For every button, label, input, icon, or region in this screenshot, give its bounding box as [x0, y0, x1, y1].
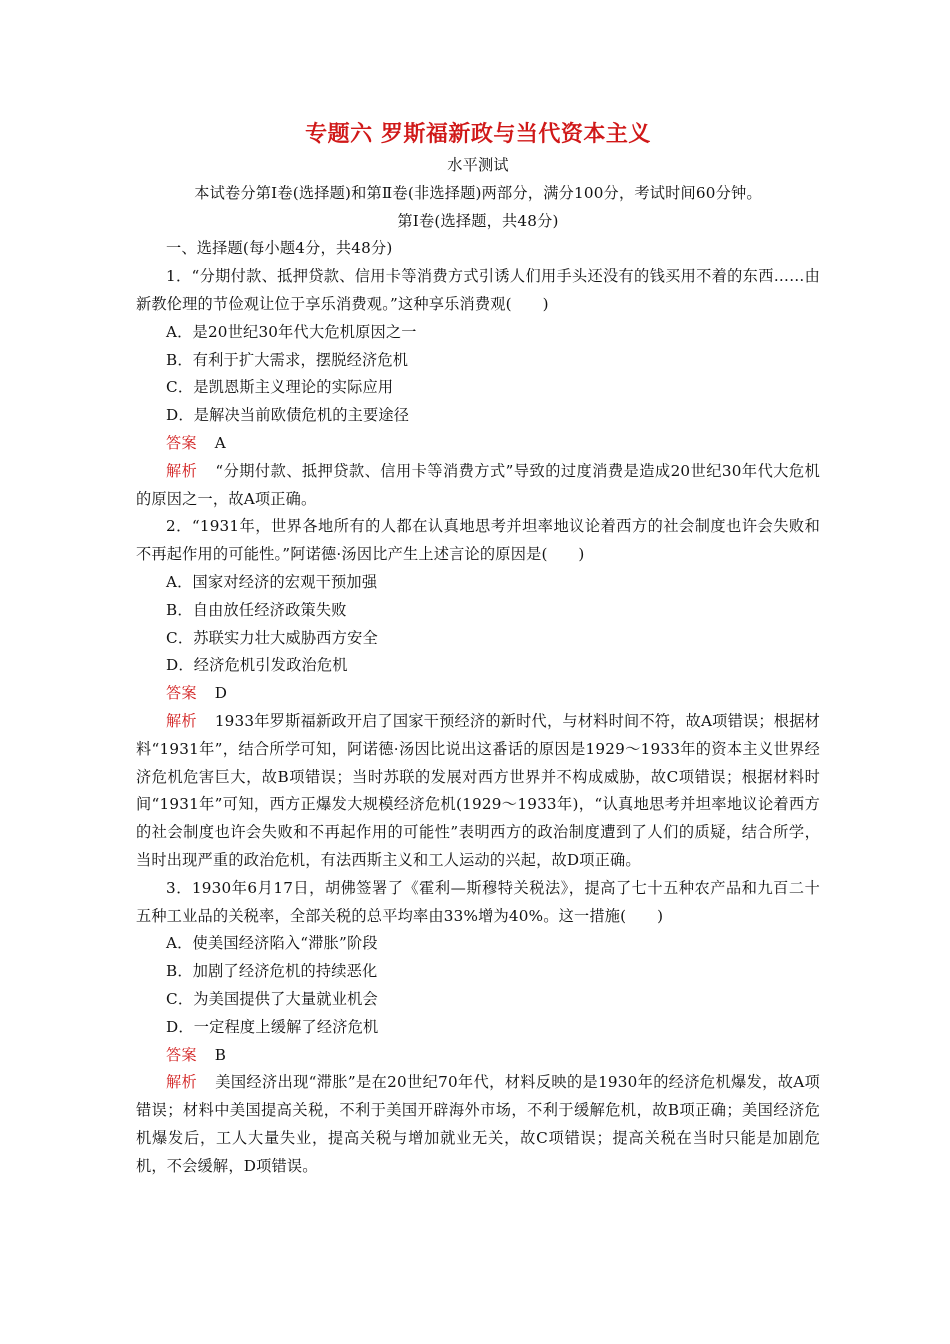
- question-2: [136, 513, 820, 874]
- analysis-text: 美国经济出现“滞胀”是在20世纪70年代，材料反映的是1930年的经济危机爆发，故A项错误；材料中美国提高关税，不利于美国开辟海外市场，不利于缓解危机，故B项正确；美国经济危机爆发后，工人大量失业，提高关税与增加就业无关，故C项错误；提高关税在当时只能是加剧危机，不会缓解，D项错误。: [136, 1073, 820, 1175]
- analysis-text: 1933年罗斯福新政开启了国家干预经济的新时代，与材料时间不符，故A项错误；根据材料“1931年”，结合所学可知，阿诺德·汤因比说出这番话的原因是1929～1933年的资本主义世界经济危机危害巨大，故B项错误；当时苏联的发展对西方世界并不构成威胁，故C项错误；根据材料时间“1931年”可知，西方正爆发大规模经济危机(1929～1933年)，“认真地思考并坦率地议论着西方的社会制度也许会失败和不再起作用的可能性”表明西方的政治制度遭到了人们的质疑，结合所学，当时出现严重的政治危机，有法西斯主义和工人运动的兴起，故D项正确。: [136, 711, 820, 869]
- question-stem: 1．“分期付款、抵押贷款、信用卡等消费方式引诱人们用手头还没有的钱买用不着的东西……由新教伦理的节俭观让位于享乐消费观。”这种享乐消费观( ): [136, 267, 820, 313]
- document-page: [136, 118, 820, 1180]
- answer-row: [136, 430, 820, 458]
- analysis-label: 解析: [166, 711, 197, 730]
- option-d: D．一定程度上缓解了经济危机: [166, 1017, 379, 1036]
- option-c: C．苏联实力壮大威胁西方安全: [166, 628, 378, 647]
- option-b: B．自由放任经济政策失败: [166, 600, 347, 619]
- option-b: B．加剧了经济危机的持续恶化: [166, 962, 378, 981]
- answer-value: D: [214, 684, 228, 703]
- question-stem: 2．“1931年，世界各地所有的人都在认真地思考并坦率地议论着西方的社会制度也许会失败和不再起作用的可能性。”阿诺德·汤因比产生上述言论的原因是( ): [136, 517, 820, 564]
- page-subtitle: 水平测试: [447, 156, 509, 174]
- section-header: 一、选择题(每小题4分，共48分): [166, 239, 393, 258]
- page-title: 专题六 罗斯福新政与当代资本主义: [305, 122, 651, 147]
- option-a: A．是20世纪30年代大危机原因之一: [166, 322, 417, 341]
- analysis-row: [136, 1069, 820, 1180]
- option-a: A．国家对经济的宏观干预加强: [166, 572, 378, 591]
- analysis-label: 解析: [166, 1073, 198, 1092]
- question-3: [136, 875, 820, 1181]
- option-a: A．使美国经济陷入“滞胀”阶段: [166, 934, 378, 953]
- question-stem: 3．1930年6月17日，胡佛签署了《霍利—斯穆特关税法》，提高了七十五种农产品和九百二十五种工业品的关税率，全部关税的总平均率由33%增为40%。这一措施( ): [136, 878, 820, 925]
- answer-value: A: [214, 433, 226, 452]
- answer-value: B: [214, 1045, 227, 1064]
- answer-row: [136, 680, 820, 708]
- exam-info: 本试卷分第Ⅰ卷(选择题)和第Ⅱ卷(非选择题)两部分，满分100分，考试时间60分钟。: [194, 183, 762, 202]
- option-c: C．为美国提供了大量就业机会: [166, 989, 378, 1008]
- answer-label: 答案: [166, 433, 197, 452]
- question-1: [136, 263, 820, 513]
- option-d: D．经济危机引发政治危机: [166, 656, 348, 675]
- analysis-row: [136, 458, 820, 514]
- option-d: D．是解决当前欧债危机的主要途径: [166, 406, 410, 425]
- answer-row: [136, 1042, 820, 1070]
- part-header: 第Ⅰ卷(选择题，共48分): [397, 211, 559, 230]
- answer-label: 答案: [166, 1045, 197, 1064]
- option-c: C．是凯恩斯主义理论的实际应用: [166, 378, 394, 397]
- analysis-text: “分期付款、抵押贷款、信用卡等消费方式”导致的过度消费是造成20世纪30年代大危机的原因之一，故A项正确。: [136, 461, 820, 508]
- analysis-row: [136, 708, 820, 875]
- answer-label: 答案: [166, 684, 197, 703]
- option-b: B．有利于扩大需求，摆脱经济危机: [166, 350, 409, 369]
- analysis-label: 解析: [166, 461, 198, 480]
